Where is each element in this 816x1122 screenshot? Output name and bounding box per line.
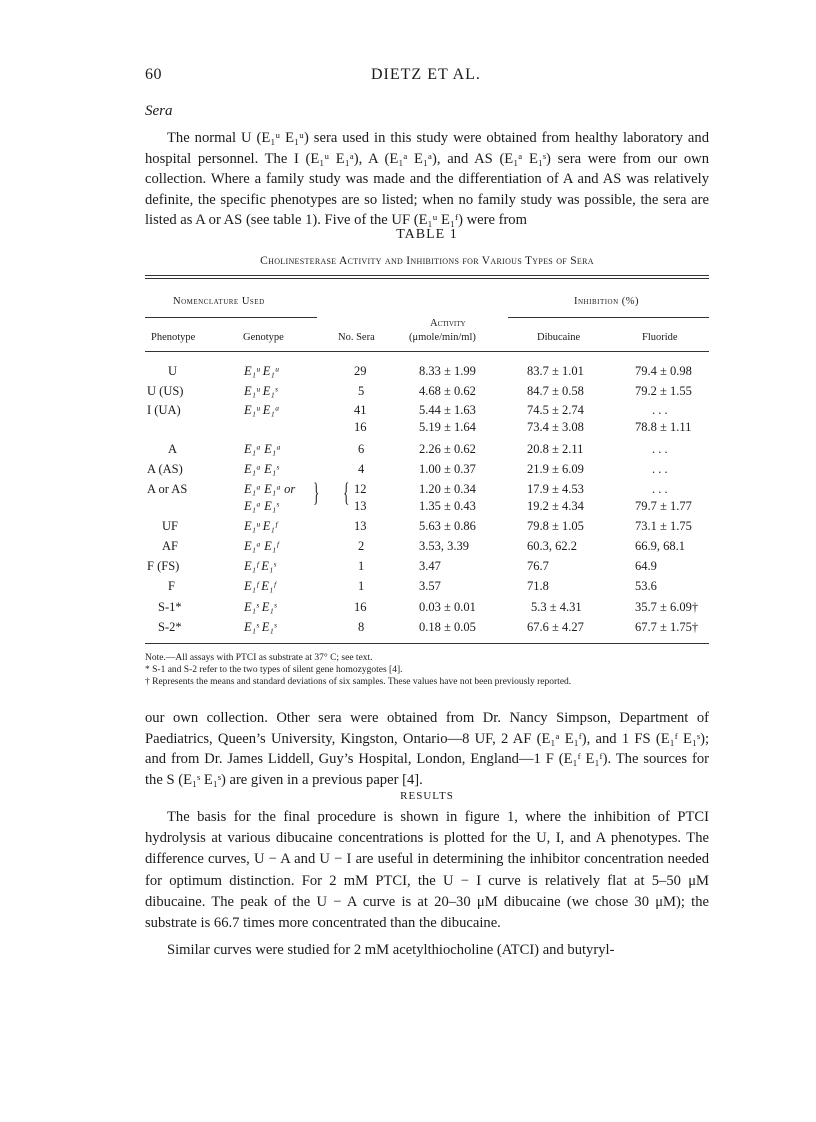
running-title: DIETZ ET AL.	[371, 66, 481, 83]
cell-fluoride: . . .	[652, 482, 668, 496]
section-heading-results: RESULTS	[400, 790, 454, 802]
table-footnote-asterisk: * S-1 and S-2 refer to the two types of silent gene homozygotes [4].	[145, 665, 403, 675]
cell-genotype: E₁ᵃ E₁ˢ	[244, 499, 279, 513]
cell-dibucaine: 5.3 ± 4.31	[531, 600, 582, 614]
paragraph-results-continued	[145, 940, 709, 961]
cell-genotype: E₁ᵘ E₁ᵃ	[244, 403, 280, 417]
cell-fluoride: 35.7 ± 6.09†	[635, 600, 699, 614]
cell-genotype: E₁ᵃ E₁ˢ	[244, 462, 279, 476]
cell-phenotype: S-1*	[158, 600, 182, 614]
cell-activity: 5.63 ± 0.86	[419, 519, 476, 533]
brace-right: }	[313, 478, 320, 507]
cell-activity: 0.03 ± 0.01	[419, 600, 476, 614]
cell-activity: 3.47	[419, 559, 441, 573]
cell-activity: 5.44 ± 1.63	[419, 403, 476, 417]
cell-fluoride: 79.7 ± 1.77	[635, 499, 692, 513]
cell-fluoride: 53.6	[635, 579, 657, 593]
cell-no-sera: 1	[358, 559, 365, 573]
cell-genotype: E₁ˢ E₁ˢ	[244, 600, 277, 614]
paragraph-sera-intro	[145, 128, 709, 231]
cell-fluoride: . . .	[652, 403, 668, 417]
cell-fluoride: . . .	[652, 462, 668, 476]
header-bottom-rule	[145, 351, 709, 352]
cell-genotype: E₁ᵃ E₁ᵃ or	[244, 482, 296, 496]
cell-activity: 1.20 ± 0.34	[419, 482, 476, 496]
group-header-nomenclature: Nomenclature Used	[173, 296, 265, 307]
cell-phenotype: I (UA)	[147, 403, 181, 417]
cell-fluoride: 73.1 ± 1.75	[635, 519, 692, 533]
cell-activity: 5.19 ± 1.64	[419, 420, 476, 434]
cell-no-sera: 2	[358, 539, 365, 553]
cell-phenotype: F	[168, 579, 175, 593]
col-header-fluoride: Fluoride	[642, 332, 678, 343]
cell-dibucaine: 17.9 ± 4.53	[527, 482, 584, 496]
cell-fluoride: 67.7 ± 1.75†	[635, 620, 699, 634]
cell-phenotype: U (US)	[147, 384, 184, 398]
col-header-no-sera: No. Sera	[338, 332, 375, 343]
paragraph-text: The normal U (E₁ᵘ E₁ᵘ) sera used in this study were obtained from healthy laboratory and hospital personnel. The I (E₁ᵘ E₁ᵃ), A (E₁ᵃ E₁ᵃ), and AS (E₁ᵃ E₁ˢ) sera were from our own collection. Where a family study was made and the differentiation of A and AS was relatively definite, the specific phenotypes are so listed; when no family study was possible, the sera are listed as A or AS (see table 1). Five of the UF (E₁ᵘ E₁ᶠ) were from	[145, 130, 709, 229]
running-header	[145, 66, 700, 92]
table-top-rule-double	[145, 278, 709, 279]
cell-genotype: E₁ᵘ E₁ᵘ	[244, 364, 279, 378]
paragraph-text: Similar curves were studied for 2 mM acetylthiocholine (ATCI) and butyryl-	[167, 942, 615, 958]
cell-fluoride: 64.9	[635, 559, 657, 573]
cell-no-sera: 8	[358, 620, 365, 634]
table-bottom-rule	[145, 643, 709, 644]
table-footnote-dagger: † Represents the means and standard deviations of six samples. These values have not been previously reported.	[145, 677, 572, 687]
cell-genotype: E₁ᵃ E₁ᶠ	[244, 539, 279, 553]
cell-fluoride: 79.4 ± 0.98	[635, 364, 692, 378]
cell-no-sera: 1	[358, 579, 365, 593]
cell-no-sera: 13	[354, 519, 367, 533]
cell-genotype: E₁ˢ E₁ˢ	[244, 620, 277, 634]
cell-genotype: E₁ᵘ E₁ᶠ	[244, 519, 277, 533]
cell-activity: 8.33 ± 1.99	[419, 364, 476, 378]
table-note: Note.—All assays with PTCI as substrate at 37° C; see text.	[145, 653, 373, 663]
cell-phenotype: F (FS)	[147, 559, 180, 573]
cell-phenotype: AF	[162, 539, 178, 553]
cell-dibucaine: 79.8 ± 1.05	[527, 519, 584, 533]
cell-fluoride: . . .	[652, 442, 668, 456]
nomenclature-rule	[145, 317, 317, 318]
paragraph-results	[145, 807, 709, 934]
cell-dibucaine: 83.7 ± 1.01	[527, 364, 584, 378]
cell-dibucaine: 60.3, 62.2	[527, 539, 577, 553]
table-label: TABLE 1	[396, 227, 458, 242]
cell-phenotype: A or AS	[147, 482, 188, 496]
cell-activity: 4.68 ± 0.62	[419, 384, 476, 398]
cell-dibucaine: 73.4 ± 3.08	[527, 420, 584, 434]
cell-fluoride: 66.9, 68.1	[635, 539, 685, 553]
cell-no-sera: 5	[358, 384, 365, 398]
table-caption: Cholinesterase Activity and Inhibitions for Various Types of Sera	[260, 255, 594, 267]
paragraph-text: The basis for the final procedure is shown in figure 1, where the inhibition of PTCI hydrolysis at various dibucaine concentrations is plotted for the U, I, and A phenotypes. The difference curves, U − A and U − I are useful in determining the inhibitor concentration needed for optimum distinction. For 2 mM PTCI, the U − I curve is relatively flat at 5–50 μM dibucaine. The peak of the U − A curve is at 20–30 μM dibucaine (we chose 30 μM); the substrate is 66.7 times more concentrated than the dibucaine.	[145, 809, 709, 932]
cell-no-sera: 12	[354, 482, 367, 496]
cell-no-sera: 13	[354, 499, 367, 513]
col-header-genotype: Genotype	[243, 332, 284, 343]
section-heading-sera: Sera	[145, 103, 173, 119]
cell-dibucaine: 84.7 ± 0.58	[527, 384, 584, 398]
inhibition-rule	[508, 317, 709, 318]
cell-no-sera: 41	[354, 403, 367, 417]
cell-phenotype: A (AS)	[147, 462, 183, 476]
cell-dibucaine: 21.9 ± 6.09	[527, 462, 584, 476]
col-header-dibucaine: Dibucaine	[537, 332, 581, 343]
cell-dibucaine: 76.7	[527, 559, 549, 573]
cell-dibucaine: 67.6 ± 4.27	[527, 620, 584, 634]
col-header-phenotype: Phenotype	[151, 332, 196, 343]
cell-activity: 3.53, 3.39	[419, 539, 469, 553]
paragraph-sera-sources	[145, 708, 709, 790]
cell-dibucaine: 20.8 ± 2.11	[527, 442, 584, 456]
cell-phenotype: A	[168, 442, 178, 456]
table-top-rule	[145, 275, 709, 276]
cell-genotype: E₁ᵃ E₁ᵃ	[244, 442, 282, 456]
cell-no-sera: 16	[354, 600, 367, 614]
col-header-activity-unit: (μmole/min/ml)	[409, 332, 476, 343]
cell-dibucaine: 71.8	[527, 579, 549, 593]
cell-activity: 0.18 ± 0.05	[419, 620, 476, 634]
cell-no-sera: 4	[358, 462, 365, 476]
brace-left: {	[343, 478, 350, 507]
cell-genotype: E₁ᵘ E₁ˢ	[244, 384, 278, 398]
cell-activity: 1.00 ± 0.37	[419, 462, 476, 476]
cell-activity: 1.35 ± 0.43	[419, 499, 476, 513]
cell-no-sera: 29	[354, 364, 367, 378]
cell-fluoride: 79.2 ± 1.55	[635, 384, 692, 398]
page-number: 60	[145, 66, 162, 83]
cell-dibucaine: 74.5 ± 2.74	[527, 403, 584, 417]
cell-genotype: E₁ᶠ E₁ᶠ	[244, 579, 276, 593]
cell-dibucaine: 19.2 ± 4.34	[527, 499, 584, 513]
cell-activity: 3.57	[419, 579, 441, 593]
cell-genotype: E₁ᶠ E₁ˢ	[244, 559, 276, 573]
paragraph-text: our own collection. Other sera were obtained from Dr. Nancy Simpson, Department of Paediatrics, Queen’s University, Kingston, Ontario—8 UF, 2 AF (E₁ᵃ E₁ᶠ), and 1 FS (E₁ᶠ E₁ˢ); and from Dr. James Liddell, Guy’s Hospital, London, England—1 F (E₁ᶠ E₁ᶠ). The sources for the S (E₁ˢ E₁ˢ) are given in a previous paper [4].	[145, 710, 709, 788]
group-header-inhibition: Inhibition (%)	[574, 296, 640, 307]
cell-fluoride: 78.8 ± 1.11	[635, 420, 692, 434]
cell-phenotype: UF	[162, 519, 178, 533]
cell-no-sera: 6	[358, 442, 365, 456]
cell-phenotype: S-2*	[158, 620, 182, 634]
cell-phenotype: U	[168, 364, 178, 378]
col-header-activity: Activity	[430, 318, 466, 329]
cell-no-sera: 16	[354, 420, 367, 434]
cell-activity: 2.26 ± 0.62	[419, 442, 476, 456]
